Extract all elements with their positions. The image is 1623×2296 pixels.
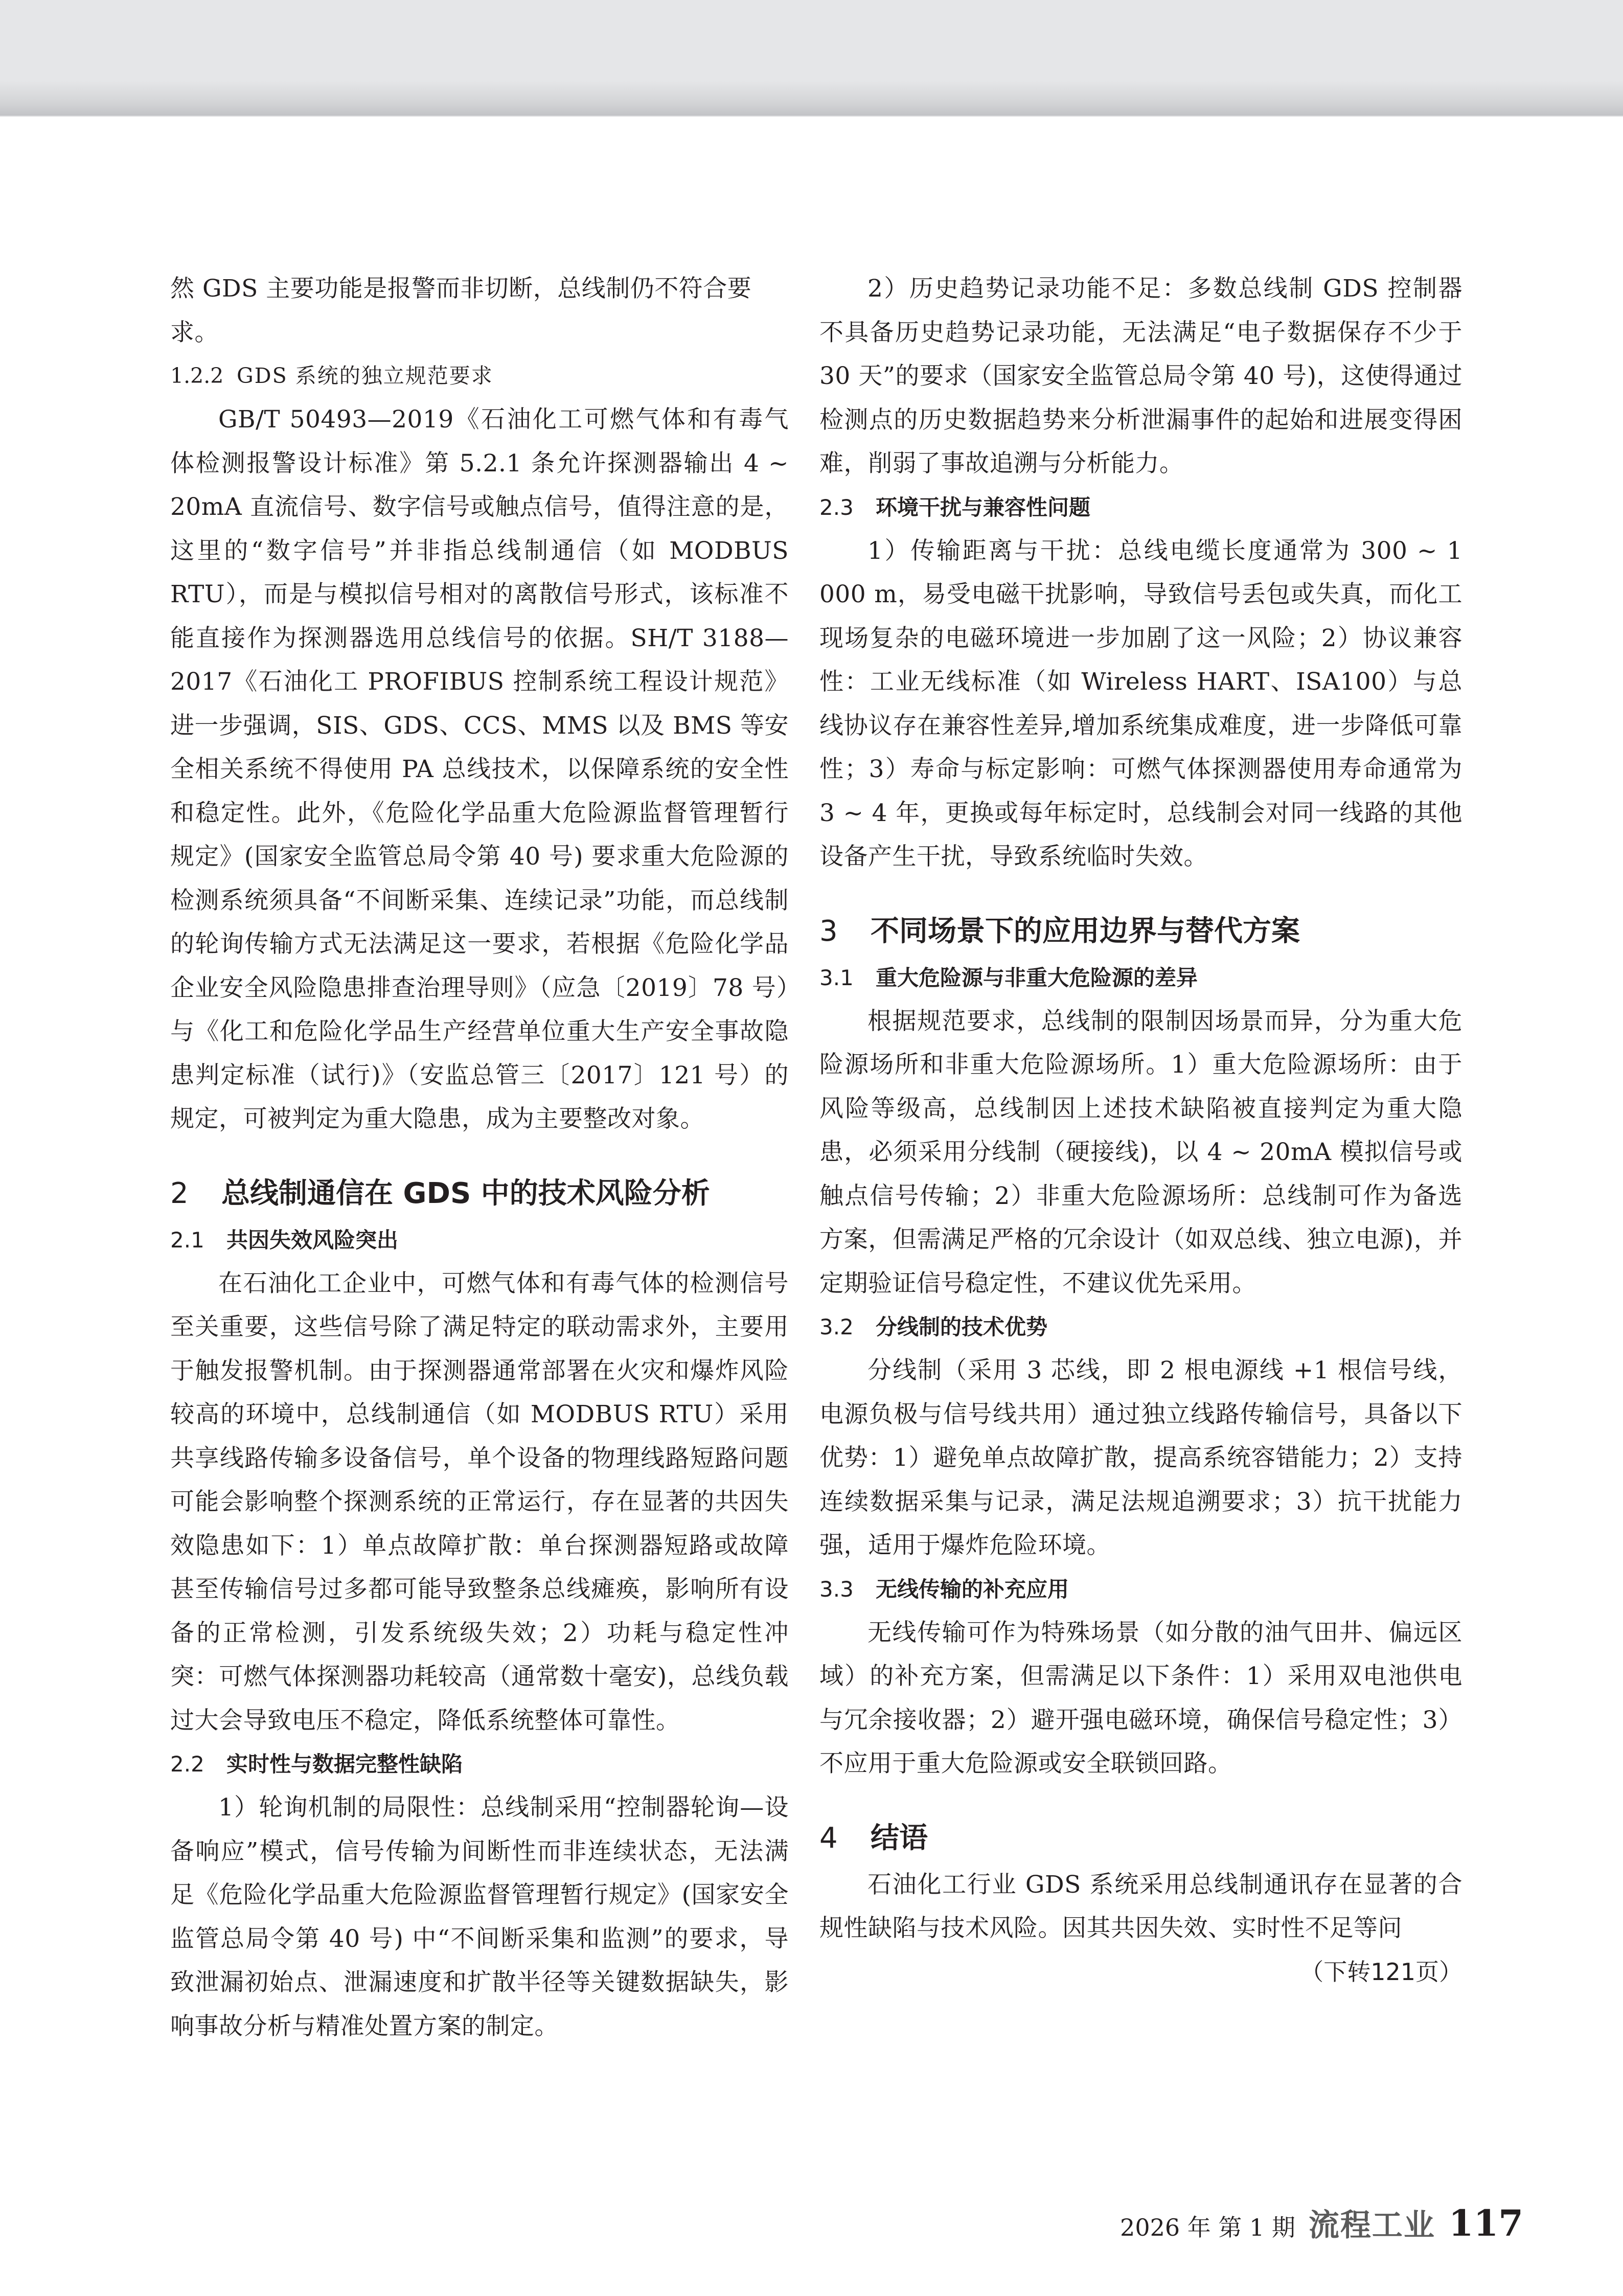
- heading-number: 3: [819, 914, 838, 948]
- paragraph-1-2-2: GB/T 50493—2019《石油化工可燃气体和有毒气体检测报警设计标准》第 5.2.1 条允许探测器输出 4 ~ 20mA 直流信号、数字信号或触点信号，值得注意的是，这里的“数字信号”并非指总线制通信（如 MODBUS RTU），而是与模拟信号相对的离散信号形式，该标准不能直接作为探测器选用总线信号的依据。SH/T 3188—2017《石油化工 PROFIBUS 控制系统工程设计规范》进一步强调，SIS、GDS、CCS、MMS 以及 BMS 等安全相关系统不得使用 PA 总线技术，以保障系统的安全性和稳定性。此外，《危险化学品重大危险源监督管理暂行规定》(国家安全监管总局令第 40 号) 要求重大危险源的检测系统须具备“不间断采集、连续记录”功能，而总线制的轮询传输方式无法满足这一要求，若根据《危险化学品企业安全风险隐患排查治理导则》（应急〔2019〕78 号）与《化工和危险化学品生产经营单位重大生产安全事故隐患判定标准（试行)》（安监总管三〔2017〕121 号）的规定，可被判定为重大隐患，成为主要整改对象。: [170, 405, 789, 1133]
- paragraph-4: 石油化工行业 GDS 系统采用总线制通讯存在显著的合规性缺陷与技术风险。因其共因失效、实时性不足等问: [819, 1870, 1462, 1942]
- subheading-2-2: [170, 1742, 789, 1786]
- paragraph-3-1: 根据规范要求，总线制的限制因场景而异，分为重大危险源场所和非重大危险源场所。1）重大危险源场所：由于风险等级高，总线制因上述技术缺陷被直接判定为重大隐患，必须采用分线制（硬接线)，以 4 ~ 20mA 模拟信号或触点信号传输；2）非重大危险源场所：总线制可作为备选方案，但需满足严格的冗余设计（如双总线、独立电源)，并定期验证信号稳定性，不建议优先采用。: [819, 1007, 1462, 1298]
- heading-number: 2.2: [170, 1752, 204, 1777]
- heading-number: 2.1: [170, 1227, 204, 1253]
- heading-number: 3.3: [819, 1576, 854, 1602]
- subheading-2-3: [819, 486, 1462, 529]
- paragraph-3-2: 分线制（采用 3 芯线，即 2 根电源线 +1 根信号线，电源负极与信号线共用）通过独立线路传输信号，具备以下优势：1）避免单点故障扩散，提高系统容错能力；2）支持连续数据采集与记录，满足法规追溯要求；3）抗干扰能力强，适用于爆炸危险环境。: [819, 1356, 1462, 1559]
- page-number: 117: [1448, 2202, 1523, 2244]
- continued-on-page-note: （下转121页）: [1300, 1958, 1462, 1986]
- viewer-top-band: [0, 0, 1623, 117]
- issue-label: 2026 年 第 1 期: [1120, 2214, 1295, 2241]
- subheading-2-1: [170, 1218, 789, 1262]
- subheading-3-3: [819, 1567, 1462, 1611]
- heading-number: 3.1: [819, 965, 854, 990]
- subsubheading-1-2-2: [170, 354, 789, 398]
- right-column: [819, 267, 1462, 1994]
- section-heading-2: [170, 1169, 789, 1218]
- heading-number: 2: [170, 1176, 189, 1210]
- paragraph-3-3: 无线传输可作为特殊场景（如分散的油气田井、偏远区域）的补充方案，但需满足以下条件：1）采用双电池供电与冗余接收器；2）避开强电磁环境，确保信号稳定性；3）不应用于重大危险源或安全联锁回路。: [819, 1618, 1462, 1778]
- section-heading-3: [819, 907, 1462, 956]
- heading-title: 不同场景下的应用边界与替代方案: [871, 914, 1300, 948]
- heading-number: 4: [819, 1821, 838, 1855]
- heading-title: 无线传输的补充应用: [876, 1576, 1069, 1602]
- heading-title: GDS 系统的独立规范要求: [237, 363, 493, 388]
- left-column: [170, 267, 789, 2048]
- subheading-3-1: [819, 956, 1462, 999]
- paragraph-continued: 然 GDS 主要功能是报警而非切断，总线制仍不符合要求。: [170, 275, 752, 347]
- paragraph-2-1: 在石油化工企业中，可燃气体和有毒气体的检测信号至关重要，这些信号除了满足特定的联动需求外，主要用于触发报警机制。由于探测器通常部署在火灾和爆炸风险较高的环境中，总线制通信（如 MODBUS RTU）采用共享线路传输多设备信号，单个设备的物理线路短路问题可能会影响整个探测系统的正常运行，存在显著的共因失效隐患如下：1）单点故障扩散：单台探测器短路或故障甚至传输信号过多都可能导致整条总线瘫痪，影响所有设备的正常检测，引发系统级失效；2）功耗与稳定性冲突：可燃气体探测器功耗较高（通常数十毫安)，总线负载过大会导致电压不稳定，降低系统整体可靠性。: [170, 1269, 789, 1735]
- subheading-3-2: [819, 1305, 1462, 1349]
- heading-number: 1.2.2: [170, 363, 224, 388]
- heading-title: 共因失效风险突出: [226, 1227, 399, 1253]
- heading-title: 总线制通信在 GDS 中的技术风险分析: [221, 1176, 710, 1210]
- heading-title: 重大危险源与非重大危险源的差异: [876, 965, 1198, 990]
- heading-title: 结语: [871, 1821, 928, 1855]
- heading-title: 实时性与数据完整性缺陷: [226, 1752, 463, 1777]
- page-footer: [1120, 2201, 1523, 2245]
- heading-number: 2.3: [819, 494, 854, 520]
- paragraph-2-3: 1）传输距离与干扰：总线电缆长度通常为 300 ~ 1 000 m，易受电磁干扰影响，导致信号丢包或失真，而化工现场复杂的电磁环境进一步加剧了这一风险；2）协议兼容性：工业无线标准（如 Wireless HART、ISA100）与总线协议存在兼容性差异,增加系统集成难度，进一步降低可靠性；3）寿命与标定影响：可燃气体探测器使用寿命通常为 3 ~ 4 年，更换或每年标定时，总线制会对同一线路的其他设备产生干扰，导致系统临时失效。: [819, 536, 1462, 871]
- heading-title: 分线制的技术优势: [876, 1314, 1048, 1339]
- paragraph-2-2: 1）轮询机制的局限性：总线制采用“控制器轮询—设备响应”模式，信号传输为间断性而非连续状态，无法满足《危险化学品重大危险源监督管理暂行规定》(国家安全监管总局令第 40 号) 中“不间断采集和监测”的要求，导致泄漏初始点、泄漏速度和扩散半径等关键数据缺失，影响事故分析与精准处置方案的制定。: [170, 1793, 789, 2040]
- journal-name: 流程工业: [1308, 2208, 1435, 2243]
- paragraph-2-2b: 2）历史趋势记录功能不足：多数总线制 GDS 控制器不具备历史趋势记录功能，无法满足“电子数据保存不少于 30 天”的要求（国家安全监管总局令第 40 号)，这使得通过检测点的历史数据趋势来分析泄漏事件的起始和进展变得困难，削弱了事故追溯与分析能力。: [819, 275, 1462, 478]
- heading-title: 环境干扰与兼容性问题: [876, 494, 1091, 520]
- heading-number: 3.2: [819, 1314, 854, 1339]
- section-heading-4: [819, 1814, 1462, 1863]
